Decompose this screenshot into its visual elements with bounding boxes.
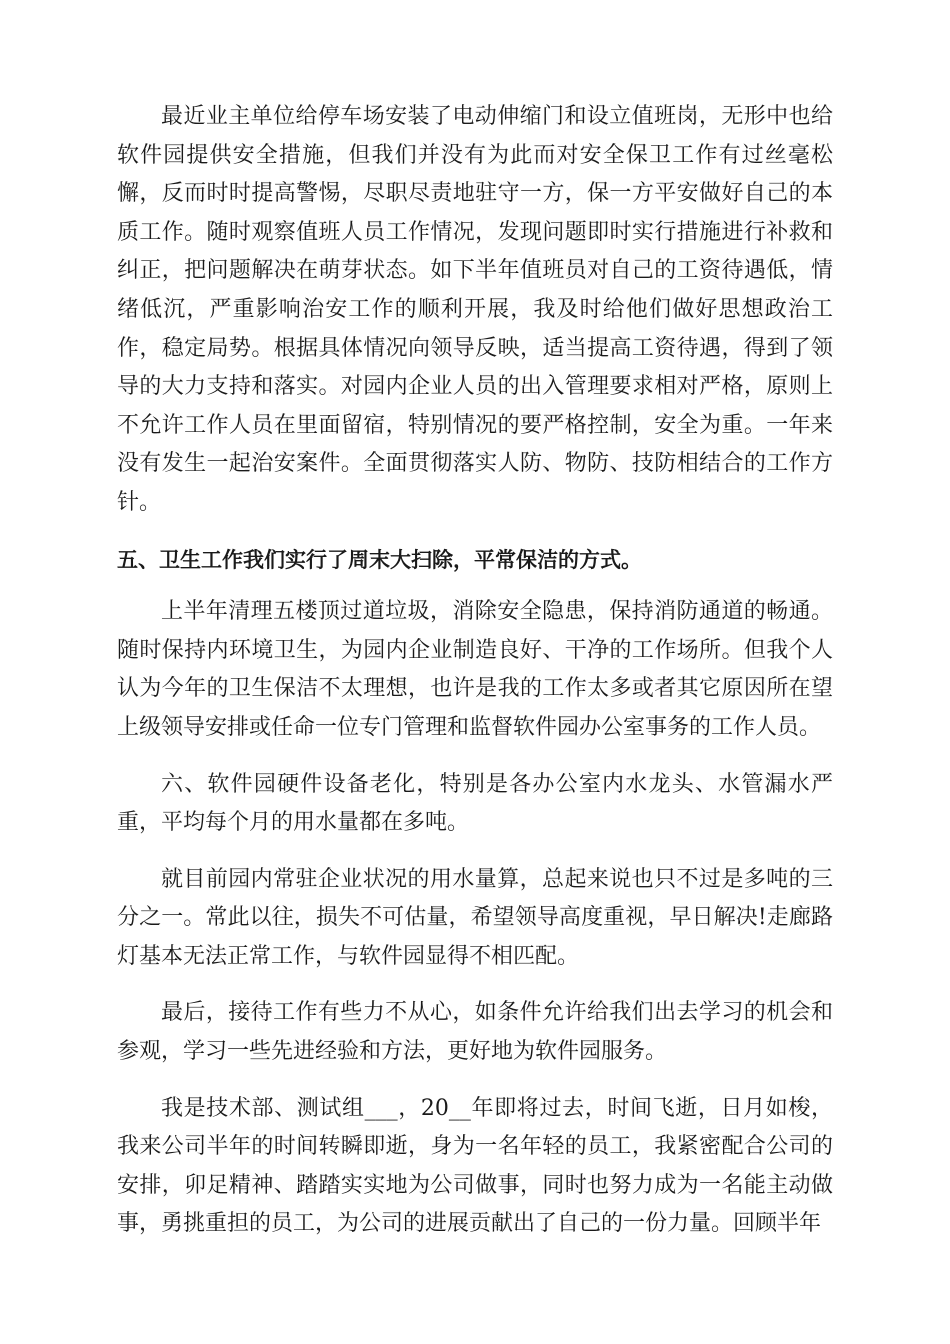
paragraph-water-usage: 就目前园内常驻企业状况的用水量算，总起来说也只不过是多吨的三分之一。常此以往，损失不可估量，希望领导高度重视，早日解决!走廊路灯基本无法正常工作，与软件园显得不相匹配。 <box>117 866 833 969</box>
paragraph-hardware-aging: 六、软件园硬件设备老化，特别是各办公室内水龙头、水管漏水严重，平均每个月的用水量都在多吨。 <box>117 771 833 836</box>
paragraph-security-work: 最近业主单位给停车场安装了电动伸缩门和设立值班岗，无形中也给软件园提供安全措施，但我们并没有为此而对安全保卫工作有过丝毫松懈，反而时时提高警惕，尽职尽责地驻守一方，保一方平安做好自己的本质工作。随时观察值班人员工作情况，发现问题即时实行措施进行补救和纠正，把问题解决在萌芽状态。如下半年值班员对自己的工资待遇低，情绪低沉，严重影响治安工作的顺利开展，我及时给他们做好思想政治工作，稳定局势。根据具体情况向领导反映，适当提高工资待遇，得到了领导的大力支持和落实。对园内企业人员的出入管理要求相对严格，原则上不允许工作人员在里面留宿，特别情况的要严格控制，安全为重。一年来没有发生一起治安案件。全面贯彻落实人防、物防、技防相结合的工作方针。 <box>117 104 833 515</box>
paragraph-reception-work: 最后，接待工作有些力不从心，如条件允许给我们出去学习的机会和参观，学习一些先进经验和方法，更好地为软件园服务。 <box>117 1000 833 1065</box>
paragraph-half-year-summary: 我是技术部、测试组___，20__年即将过去，时间飞逝，日月如梭，我来公司半年的时间转瞬即逝，身为一名年轻的员工，我紧密配合公司的安排，卯足精神、踏踏实实地为公司做事，同时也努力成为一名能主动做事，勇挑重担的员工，为公司的进展贡献出了自己的一份力量。回顾半年 <box>117 1095 833 1237</box>
section-heading-hygiene: 五、卫生工作我们实行了周末大扫除，平常保洁的方式。 <box>117 547 642 572</box>
paragraph-hygiene-work: 上半年清理五楼顶过道垃圾，消除安全隐患，保持消防通道的畅通。随时保持内环境卫生，为园内企业制造良好、干净的工作场所。但我个人认为今年的卫生保洁不太理想，也许是我的工作太多或者其它原因所在望上级领导安排或任命一位专门管理和监督软件园办公室事务的工作人员。 <box>117 599 833 740</box>
document-page <box>117 98 833 1244</box>
